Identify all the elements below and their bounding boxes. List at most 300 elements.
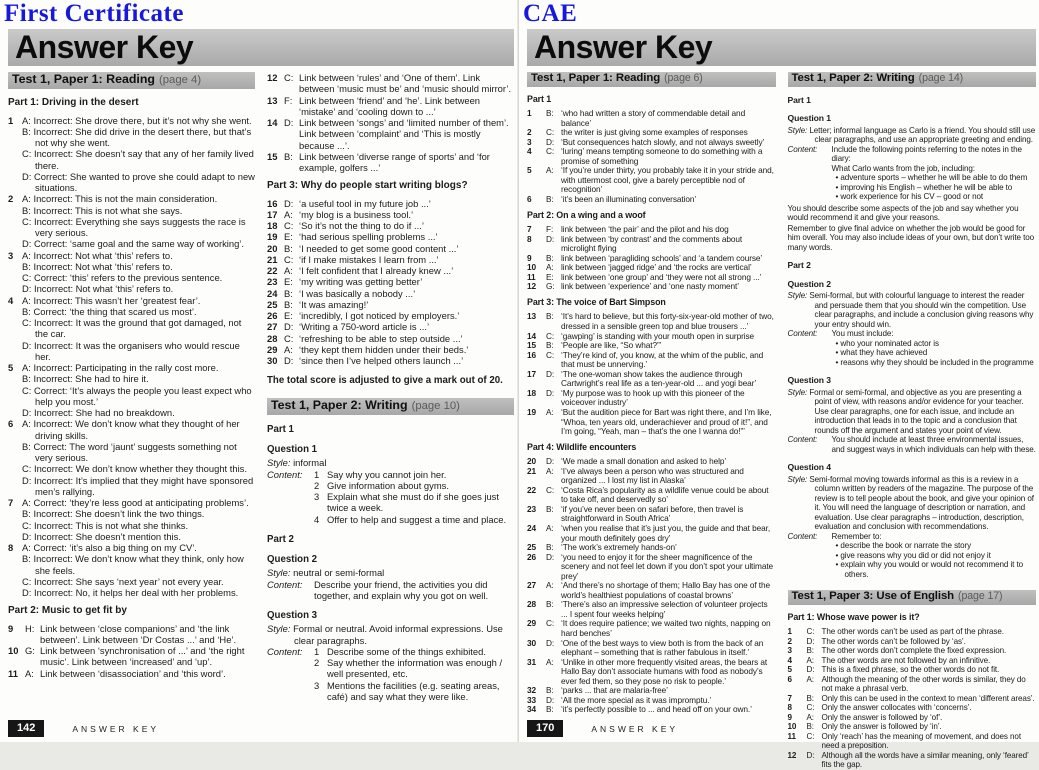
content-label: Content:	[267, 645, 303, 657]
content-row	[788, 329, 1037, 367]
style-label: Style:	[787, 474, 808, 484]
answer-number: 33	[527, 694, 537, 705]
option-letter: C:	[22, 148, 32, 160]
answer-item	[527, 235, 776, 254]
section-header	[788, 72, 1037, 87]
sub-heading: Part 1	[267, 423, 294, 435]
brand-title-cae: CAE	[523, 0, 578, 27]
answer-text: The other words are not followed by an infinitive.	[821, 655, 991, 665]
answer-item-list	[8, 623, 255, 679]
answer-letter: B:	[546, 685, 554, 696]
option-letter: A:	[22, 362, 31, 373]
answer-item	[788, 703, 1037, 713]
content-numbered-item	[314, 491, 514, 514]
answer-number: 12	[527, 281, 537, 292]
answer-number: 21	[527, 465, 537, 476]
answer-item-list	[527, 312, 776, 436]
sub-heading: Question 2	[787, 278, 831, 289]
style-label: Style:	[267, 457, 291, 469]
answer-option	[22, 171, 255, 194]
page-columns	[8, 72, 514, 722]
answer-number: 27	[267, 321, 278, 333]
section-page-ref: (page 10)	[411, 399, 460, 412]
answer-option	[22, 553, 255, 576]
answer-text: ‘One of the best ways to view both is from the back of an elephant – something that is rather fabulous in itself.’	[561, 637, 764, 658]
content-bullet-item: • who your nominated actor is	[836, 339, 1037, 349]
option-text: Incorrect: We don’t know whether they thought this.	[33, 463, 247, 475]
answer-number: 11	[787, 731, 796, 741]
answer-number: 6	[527, 194, 532, 205]
answer-option	[22, 520, 255, 531]
answer-item	[788, 627, 1037, 637]
answer-letter: A:	[806, 674, 814, 684]
answer-option	[22, 531, 255, 542]
answer-number: 34	[527, 704, 537, 715]
answer-number: 8	[527, 233, 532, 244]
style-row	[267, 567, 514, 578]
section-title: Test 1, Paper 2: Writing	[791, 72, 915, 84]
answer-text: ‘since then I’ve helped others launch ...’	[299, 355, 464, 366]
answer-letter: D:	[284, 117, 294, 128]
section-header	[527, 72, 776, 87]
answer-text: Only the answer collocates with ‘concerns’.	[821, 703, 972, 712]
item-text: Explain what she must do if she goes just twice a week.	[327, 491, 499, 514]
answer-number: 9	[8, 622, 14, 634]
answer-number: 5	[527, 165, 532, 176]
total-score-note: The total score is adjusted to give a mark out of 20.	[267, 375, 503, 387]
answer-number: 20	[267, 242, 278, 254]
answer-option	[22, 463, 255, 474]
answer-letter: B:	[546, 194, 554, 205]
part-heading: Part 1	[527, 93, 552, 104]
answer-item	[527, 370, 776, 389]
answer-text: ‘it’s perfectly possible to ... and head off on your own.’	[561, 704, 752, 715]
answer-number: 11	[8, 667, 18, 679]
answer-letter: G:	[25, 645, 35, 656]
answer-item-list	[527, 109, 776, 204]
answer-letter: C:	[284, 72, 294, 83]
answer-number: 19	[527, 406, 537, 417]
answer-number: 2	[527, 127, 532, 138]
answer-text: link between ‘the pair’ and the pilot and his dog	[561, 224, 729, 235]
option-letter: C:	[22, 317, 32, 328]
answer-text: ‘who had written a story of commendable detail and balance’	[561, 108, 746, 128]
answer-number: 5	[8, 362, 14, 373]
answer-option	[22, 261, 255, 272]
answer-number: 23	[527, 503, 537, 514]
answer-item-list	[267, 198, 514, 367]
answer-text: ‘a useful tool in my future job ...’	[299, 197, 431, 209]
answer-item	[527, 312, 776, 331]
answer-item	[788, 694, 1037, 704]
answer-item	[267, 72, 514, 95]
style-text: Semi-formal moving towards informal as this is a review in a column written by readers of the magazine. The purpose of the review is to tell people about the book, and give your opinion of it. You will need the language of description or narration, and evaluation. Use clear paragraphs – introduction, description, evaluation and conclusion with recommendations.	[809, 474, 1034, 531]
answer-number: 15	[527, 340, 537, 351]
sub-heading: Part 2	[787, 260, 811, 270]
answer-letter: B:	[284, 287, 293, 299]
page-cae	[519, 0, 1039, 769]
answer-number: 16	[527, 349, 537, 360]
answer-item	[267, 265, 514, 276]
content-label: Content:	[787, 531, 818, 541]
option-text: Incorrect: She had no breakdown.	[33, 407, 175, 418]
answer-letter: B:	[806, 722, 814, 731]
part-heading: Part 1: Whose wave power is it?	[787, 611, 920, 622]
section-title: Test 1, Paper 1: Reading	[531, 72, 661, 84]
answer-letter: A:	[25, 667, 34, 679]
paragraph: Remember to give final advice on whether the job would be good for him overall. You may also include ideas of your own, but don’t write too many words.	[787, 223, 1035, 252]
answer-option	[22, 362, 255, 373]
answer-item	[8, 497, 255, 542]
answer-item	[527, 389, 776, 408]
answer-letter: C:	[546, 330, 555, 341]
answer-text: ‘I needed to get some good content ...’	[299, 242, 459, 254]
answer-number: 2	[8, 193, 14, 205]
answer-option	[22, 115, 255, 126]
answer-text: ‘The work’s extremely hands-on’	[561, 542, 677, 553]
answer-text: ‘if I make mistakes I learn from ...’	[299, 253, 439, 265]
answer-item	[267, 321, 514, 332]
answer-text: ‘My purpose was to hook up with this pioneer of the voiceover industry’	[561, 387, 745, 408]
answer-text: ‘incredibly, I got noticed by employers.’	[299, 310, 460, 321]
item-number: 3	[314, 491, 320, 502]
option-text: Incorrect: She says ‘next year’ not every year.	[33, 575, 224, 587]
answer-item	[8, 193, 255, 249]
answer-item	[788, 656, 1037, 666]
answer-text: The other words don’t complete the fixed expression.	[821, 646, 1007, 655]
answer-option	[22, 205, 255, 216]
answer-item	[8, 645, 255, 668]
answer-option	[22, 373, 255, 384]
answer-item	[527, 282, 776, 292]
answer-letter: A:	[546, 406, 554, 417]
content-text: You must include:	[831, 329, 894, 338]
brand-title-first-certificate: First Certificate	[4, 0, 184, 27]
answer-number: 24	[267, 287, 278, 299]
answer-item	[267, 254, 514, 265]
style-row	[788, 126, 1037, 145]
answer-letter: D:	[806, 636, 815, 646]
content-text: Remember to:	[831, 531, 882, 541]
answer-letter: A:	[806, 712, 814, 722]
answer-number: 4	[787, 655, 792, 665]
section-header	[788, 590, 1037, 605]
page-number-badge: 142	[8, 720, 44, 737]
answer-number: 8	[8, 542, 14, 553]
part-heading: Part 2: On a wing and a woof	[527, 209, 646, 220]
page-number-badge: 170	[527, 720, 563, 737]
answer-text: ‘luring’ means tempting someone to do something with a promise of something	[561, 146, 763, 166]
answer-options	[22, 362, 255, 418]
section-header	[8, 72, 255, 89]
answer-text: ‘All the more special as it was impromptu.’	[561, 694, 712, 705]
option-text: Correct: ‘same goal and the same way of working’.	[33, 238, 244, 250]
answer-text: ‘People are like, “So what?”’	[561, 340, 662, 351]
option-letter: C:	[22, 384, 32, 396]
content-numbered-item	[314, 657, 514, 680]
option-text: Incorrect: She had to hire it.	[33, 373, 149, 385]
answer-item	[527, 658, 776, 687]
section-title: Test 1, Paper 2: Writing	[271, 397, 408, 412]
answer-text: ‘The one-woman show takes the audience through Cartwright’s real life as a ten-year-old ... and yogi bear’	[561, 368, 757, 389]
answer-letter: B:	[284, 150, 293, 162]
answer-number: 22	[267, 265, 278, 276]
answer-text: ‘it’s been an illuminating conversation’	[561, 194, 697, 205]
answer-letter: B:	[806, 693, 814, 703]
option-letter: C:	[22, 519, 32, 531]
answer-number: 29	[267, 343, 278, 355]
style-row	[267, 457, 514, 468]
answer-text: Link between ‘close companions’ and ‘the link between’. Link between ‘Dr Costas ...’ and ‘He’.	[40, 622, 237, 645]
answer-text: Only the answer is followed by ‘of’.	[821, 712, 943, 722]
content-bullet-item: • explain why you would or would not recommend it to others.	[836, 560, 1037, 579]
page-footer	[8, 720, 159, 737]
answer-number: 28	[267, 332, 278, 344]
content-bullet-item: • adventure sports – whether he will be able to do them	[836, 173, 1037, 183]
answer-text: Link between ‘rules’ and ‘One of them’. Link between ‘music must be’ and ‘music should mirror’.	[299, 72, 512, 95]
answer-item	[788, 637, 1037, 647]
content-numbered-item	[314, 680, 514, 703]
section-page-ref: (page 6)	[664, 72, 703, 84]
answer-option	[22, 587, 255, 598]
paragraph: You should describe some aspects of the job and say whether you would recommend it and give your reasons.	[787, 203, 1019, 222]
answer-letter: D:	[546, 233, 555, 244]
option-text: Incorrect: This is not what she says.	[33, 204, 183, 216]
answer-item	[527, 639, 776, 658]
answer-letter: A:	[546, 262, 554, 273]
answer-item	[527, 486, 776, 505]
option-letter: B:	[22, 305, 31, 317]
answer-item	[527, 195, 776, 205]
footer-label: ANSWER KEY	[72, 723, 160, 734]
answer-letter: B:	[546, 599, 554, 610]
answer-number: 4	[527, 146, 532, 157]
part-heading: Part 3: Why do people start writing blogs?	[267, 180, 468, 192]
answer-item	[788, 732, 1037, 751]
answer-option	[22, 283, 255, 294]
answer-item-list	[527, 225, 776, 292]
option-letter: D:	[22, 407, 32, 418]
style-text: Semi-formal, but with colourful language to interest the reader and persuade them that you should win the competition. Use clear paragraphs, and include a conclusion giving reasons why your entry should win.	[809, 291, 1034, 329]
style-text: Formal or neutral. Avoid informal expressions. Use clear paragraphs.	[293, 623, 503, 646]
answer-letter: B:	[546, 340, 554, 351]
answer-item	[527, 147, 776, 166]
answer-item	[788, 751, 1037, 770]
page-first-certificate	[0, 0, 517, 742]
answer-text: ‘if you’ve never been on safari before, then travel is straightforward in South Africa’	[561, 503, 744, 524]
option-text: Incorrect: She doesn’t say that any of her family lived there.	[33, 148, 254, 171]
answer-item	[527, 109, 776, 128]
answer-number: 18	[527, 387, 537, 398]
option-letter: B:	[22, 508, 31, 520]
style-text: Letter; informal language as Carlo is a friend. You should still use clear paragraphs, and use an appropriate greeting and ending.	[809, 125, 1036, 144]
column-left	[527, 72, 776, 722]
answer-letter: C:	[806, 627, 815, 636]
answer-number: 26	[267, 310, 278, 321]
answer-number: 1	[8, 114, 14, 126]
answer-number: 4	[8, 294, 14, 306]
item-number: 1	[314, 645, 320, 657]
answer-text: Link between ‘synchronisation of ...’ and ‘the right music’. Link between ‘increased’ and ‘up’.	[40, 645, 245, 668]
answer-text: Only the answer is followed by ‘in’.	[821, 722, 942, 731]
content-row	[788, 532, 1037, 580]
answer-letter: A:	[284, 208, 293, 220]
answer-text: ‘But the audition piece for Bart was right there, and I’m like, “Whoa, ten years old, underachiever and proud of it!”, and I’m going, “Yeah, man – that’s the one I wanna do!”’	[561, 406, 772, 437]
answer-options	[22, 497, 255, 542]
answer-number: 17	[527, 368, 537, 379]
item-text: Offer to help and suggest a time and place.	[327, 513, 507, 525]
answer-letter: H:	[25, 622, 35, 634]
answer-letter: A:	[546, 522, 554, 533]
answer-item	[267, 344, 514, 355]
answer-option	[22, 216, 255, 239]
answer-number: 19	[267, 231, 278, 243]
answer-number: 30	[527, 637, 537, 648]
answer-number: 1	[527, 108, 532, 119]
option-text: Incorrect: We don’t know what they think, only how she feels.	[33, 553, 244, 576]
answer-option	[22, 295, 255, 306]
answer-item	[788, 713, 1037, 723]
answer-item	[8, 295, 255, 363]
item-text: Give information about gyms.	[327, 479, 449, 491]
style-row	[788, 475, 1037, 532]
section-title: Test 1, Paper 3: Use of English	[791, 590, 955, 602]
answer-letter: D:	[284, 197, 294, 209]
sub-heading: Part 2	[267, 533, 294, 545]
option-letter: D:	[22, 530, 32, 542]
answer-letter: B:	[546, 542, 554, 553]
answer-text: ‘you need to enjoy it for the sheer magnificence of the scenery and not feel let down if you don’t spot your ultimate prey’	[561, 551, 774, 581]
item-text: Mentions the facilities (e.g. seating areas, café) and say what they were like.	[327, 679, 500, 702]
content-label: Content:	[787, 329, 818, 338]
option-letter: D:	[22, 474, 32, 486]
section-title: Test 1, Paper 1: Reading	[12, 72, 155, 86]
option-letter: D:	[22, 283, 32, 295]
answer-key-banner: Answer Key	[8, 29, 514, 66]
answer-letter: B:	[546, 108, 554, 119]
style-row	[267, 623, 514, 646]
part-heading: Part 1: Driving in the desert	[8, 97, 139, 109]
option-text: Incorrect: She did drive in the desert there, but that’s not why she went.	[33, 125, 252, 148]
answer-letter: B:	[546, 704, 554, 715]
content-label: Content:	[787, 435, 818, 444]
content-body	[832, 329, 1037, 367]
content-body	[314, 646, 514, 702]
option-text: Correct: ‘it’s also a big thing on my CV’.	[33, 542, 197, 553]
option-letter: A:	[22, 497, 31, 508]
content-body	[832, 145, 1037, 202]
option-text: Incorrect: It’s implied that they might have sponsored men’s rallying.	[33, 474, 254, 497]
answer-number: 26	[527, 551, 537, 562]
answer-number: 28	[527, 599, 537, 610]
option-text: Correct: The word ‘jaunt’ suggests something not very serious.	[33, 440, 237, 463]
answer-number: 12	[267, 72, 278, 83]
answer-item	[267, 231, 514, 242]
answer-text: link between ‘by contrast’ and the comments about microlight flying	[561, 233, 743, 254]
answer-text: ‘my writing was getting better’	[299, 276, 423, 288]
footer-label: ANSWER KEY	[591, 723, 679, 734]
answer-item	[267, 355, 514, 366]
answer-text: Link between ‘diverse range of sports’ and ‘for example, golfers ...’	[299, 150, 490, 173]
option-text: Incorrect: She drove there, but it’s not why she went.	[33, 114, 252, 126]
content-body	[314, 469, 514, 525]
option-text: Incorrect: It was the organisers who would rescue her.	[33, 339, 240, 362]
style-text: Formal or semi-formal, and objective as you are presenting a point of view, with reasons and/or evidence for your teacher. Use clear paragraphs, one for each issue, and include an introduction that leads in to the topic and a conclusion that rounds off the argument and states your point of view.	[809, 387, 1024, 435]
answer-text: ‘my blog is a business tool.’	[299, 208, 414, 220]
answer-letter: A:	[546, 165, 554, 176]
answer-number: 27	[527, 580, 537, 591]
item-number: 1	[314, 468, 320, 480]
answer-letter: B:	[284, 298, 293, 310]
answer-number: 10	[8, 645, 19, 656]
answer-text: the writer is just giving some examples of responses	[561, 127, 748, 138]
option-text: Correct: She wanted to prove she could adapt to new situations.	[33, 170, 255, 193]
content-bullet-item: • reasons why they should be included in the programme	[836, 358, 1037, 368]
answer-text: Link between ‘disassociation’ and ‘this word’.	[40, 667, 226, 679]
answer-letter: A:	[546, 465, 554, 476]
answer-item	[267, 288, 514, 299]
answer-letter: C:	[284, 253, 294, 265]
option-text: Incorrect: Not what ‘this’ refers to.	[33, 260, 173, 272]
answer-number: 25	[267, 298, 278, 310]
option-letter: A:	[22, 114, 31, 126]
answer-item	[527, 505, 776, 524]
answer-options	[22, 542, 255, 598]
option-letter: C:	[22, 463, 32, 475]
option-letter: A:	[22, 249, 31, 261]
style-text: informal	[293, 457, 327, 469]
answer-text: ‘If you’re under thirty, you probably take it in your stride and, with uttermost cool, give a barely perceptible nod of recognition’	[561, 165, 774, 195]
option-letter: A:	[22, 193, 31, 205]
answer-option	[22, 238, 255, 249]
content-body	[832, 435, 1037, 454]
answer-text: link between ‘one group’ and ‘they were not all strong ...’	[561, 271, 762, 282]
option-text: Incorrect: This is not the main consideration.	[33, 193, 218, 205]
answer-letter: D:	[546, 136, 555, 147]
answer-text: ‘gawping’ is standing with your mouth open in surprise	[561, 330, 755, 341]
answer-number: 2	[787, 636, 792, 646]
answer-number: 21	[267, 253, 278, 265]
item-text: Describe some of the things exhibited.	[327, 645, 486, 657]
answer-option	[22, 418, 255, 441]
answer-letter: C:	[284, 220, 294, 231]
answer-option	[22, 148, 255, 171]
answer-number: 9	[787, 712, 792, 722]
answer-text: ‘Writing a 750-word article is ...’	[299, 321, 430, 333]
answer-number: 25	[527, 542, 537, 553]
content-bullet-item: • improving his English – whether he will be able to	[836, 183, 1037, 193]
answer-text: Link between ‘friend’ and ‘he’. Link between ‘mistake’ and ‘cooling down to ...’	[299, 94, 481, 117]
option-text: Correct: ‘this’ refers to the previous sentence.	[33, 272, 223, 283]
answer-item	[527, 619, 776, 638]
option-letter: A:	[22, 294, 31, 306]
answer-letter: C:	[546, 484, 555, 495]
sub-heading: Part 1	[787, 94, 811, 105]
answer-option	[22, 250, 255, 261]
answer-option	[22, 407, 255, 418]
answer-option	[22, 306, 255, 317]
answer-item	[267, 243, 514, 254]
sub-heading: Question 2	[267, 554, 318, 565]
answer-option	[22, 385, 255, 408]
answer-option	[22, 317, 255, 340]
section-header	[267, 398, 514, 415]
option-letter: B:	[22, 440, 31, 452]
answer-options	[22, 418, 255, 497]
answer-text: Although all the words have a similar meaning, only ‘feared’ fits the gap.	[821, 750, 1029, 769]
content-bullet-item: • give reasons why you did or did not enjoy it	[836, 551, 1037, 561]
answer-item	[8, 623, 255, 646]
